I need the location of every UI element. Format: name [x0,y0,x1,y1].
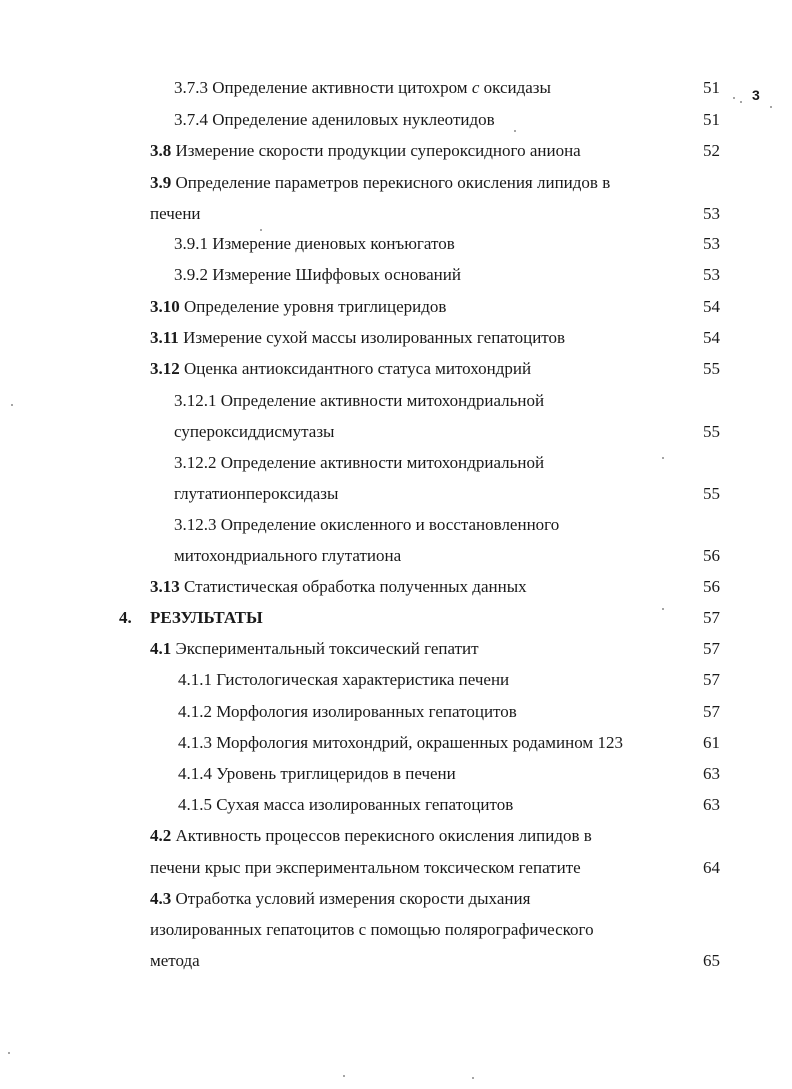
toc-page: 54 [703,297,720,316]
toc-entry-4-1-5: 4.1.5 Сухая масса изолированных гепатоцитов [178,795,514,814]
toc-entry-4-1-1: 4.1.1 Гистологическая характеристика печени [178,670,510,689]
toc-entry-4-1-2: 4.1.2 Морфология изолированных гепатоцитов [178,702,517,721]
toc-entry-3-12: 3.12 Оценка антиоксидантного статуса митохондрий [150,359,532,378]
toc-page: 51 [703,110,720,129]
toc-entry-3-9-2: 3.9.2 Измерение Шиффовых оснований [174,265,461,284]
toc-page: 53 [703,265,720,284]
toc-entry-3-12-3-cont: митохондриального глутатиона [174,546,402,565]
chapter-title: РЕЗУЛЬТАТЫ [150,608,263,627]
chapter-number: 4. [119,608,132,627]
scan-speck [260,229,262,231]
toc-page: 63 [703,764,720,783]
toc-page: 55 [703,359,720,378]
toc-entry-4-2: 4.2 Активность процессов перекисного окисления липидов в [150,826,592,845]
toc-page: 54 [703,328,720,347]
toc-entry-3-9-cont: печени [150,204,201,223]
toc-entry-4-3: 4.3 Отработка условий измерения скорости дыхания [150,889,531,908]
toc-entry-3-12-2: 3.12.2 Определение активности митохондриальной [174,453,545,472]
scan-speck [514,130,516,132]
toc-page: 56 [703,577,720,596]
scan-speck [733,97,735,99]
page-number: 3 [752,87,760,103]
toc-page: 64 [703,858,720,877]
scan-speck [343,1075,345,1077]
toc-entry-4-3-cont2: метода [150,951,200,970]
toc-entry-4-1-4: 4.1.4 Уровень триглицеридов в печени [178,764,456,783]
scan-speck [472,1077,474,1079]
toc-entry-3-13: 3.13 Статистическая обработка полученных данных [150,577,527,596]
toc-entry-3-12-1-cont: супероксиддисмутазы [174,422,335,441]
scan-speck [11,404,13,406]
toc-entry-4-2-cont: печени крыс при экспериментальном токсическом гепатите [150,858,581,877]
toc-entry-3-12-3: 3.12.3 Определение окисленного и восстановленного [174,515,560,534]
toc-page: 55 [703,484,720,503]
toc-entry-4-1-3: 4.1.3 Морфология митохондрий, окрашенных родамином 123 [178,733,623,752]
toc-entry-3-9: 3.9 Определение параметров перекисного окисления липидов в [150,173,611,192]
scan-speck [662,457,664,459]
toc-page: 57 [703,702,720,721]
toc-entry-3-12-1: 3.12.1 Определение активности митохондриальной [174,391,545,410]
scan-speck [662,608,664,610]
toc-entry-3-7-3: 3.7.3 Определение активности цитохром c оксидазы [174,78,551,97]
toc-entry-3-11: 3.11 Измерение сухой массы изолированных гепатоцитов [150,328,566,347]
toc-page: 57 [703,639,720,658]
toc-page: 52 [703,141,720,160]
toc-entry-3-9-1: 3.9.1 Измерение диеновых конъюгатов [174,234,455,253]
toc-page: 56 [703,546,720,565]
scan-speck [770,106,772,108]
toc-entry-3-7-4: 3.7.4 Определение адениловых нуклеотидов [174,110,495,129]
scan-speck [8,1052,10,1054]
toc-entry-4-3-cont: изолированных гепатоцитов с помощью полярографического [150,920,594,939]
toc-entry-3-12-2-cont: глутатионпероксидазы [174,484,339,503]
toc-page: 63 [703,795,720,814]
toc-page: 55 [703,422,720,441]
toc-entry-3-8: 3.8 Измерение скорости продукции супероксидного аниона [150,141,581,160]
toc-page: 53 [703,234,720,253]
toc-entry-3-10: 3.10 Определение уровня триглицеридов [150,297,447,316]
toc-page: 61 [703,733,720,752]
toc-page: 57 [703,670,720,689]
toc-page: 57 [703,608,720,627]
toc-page: 65 [703,951,720,970]
toc-page: 53 [703,204,720,223]
toc-page: 51 [703,78,720,97]
toc-entry-4-1: 4.1 Экспериментальный токсический гепатит [150,639,479,658]
scan-speck [740,101,742,103]
